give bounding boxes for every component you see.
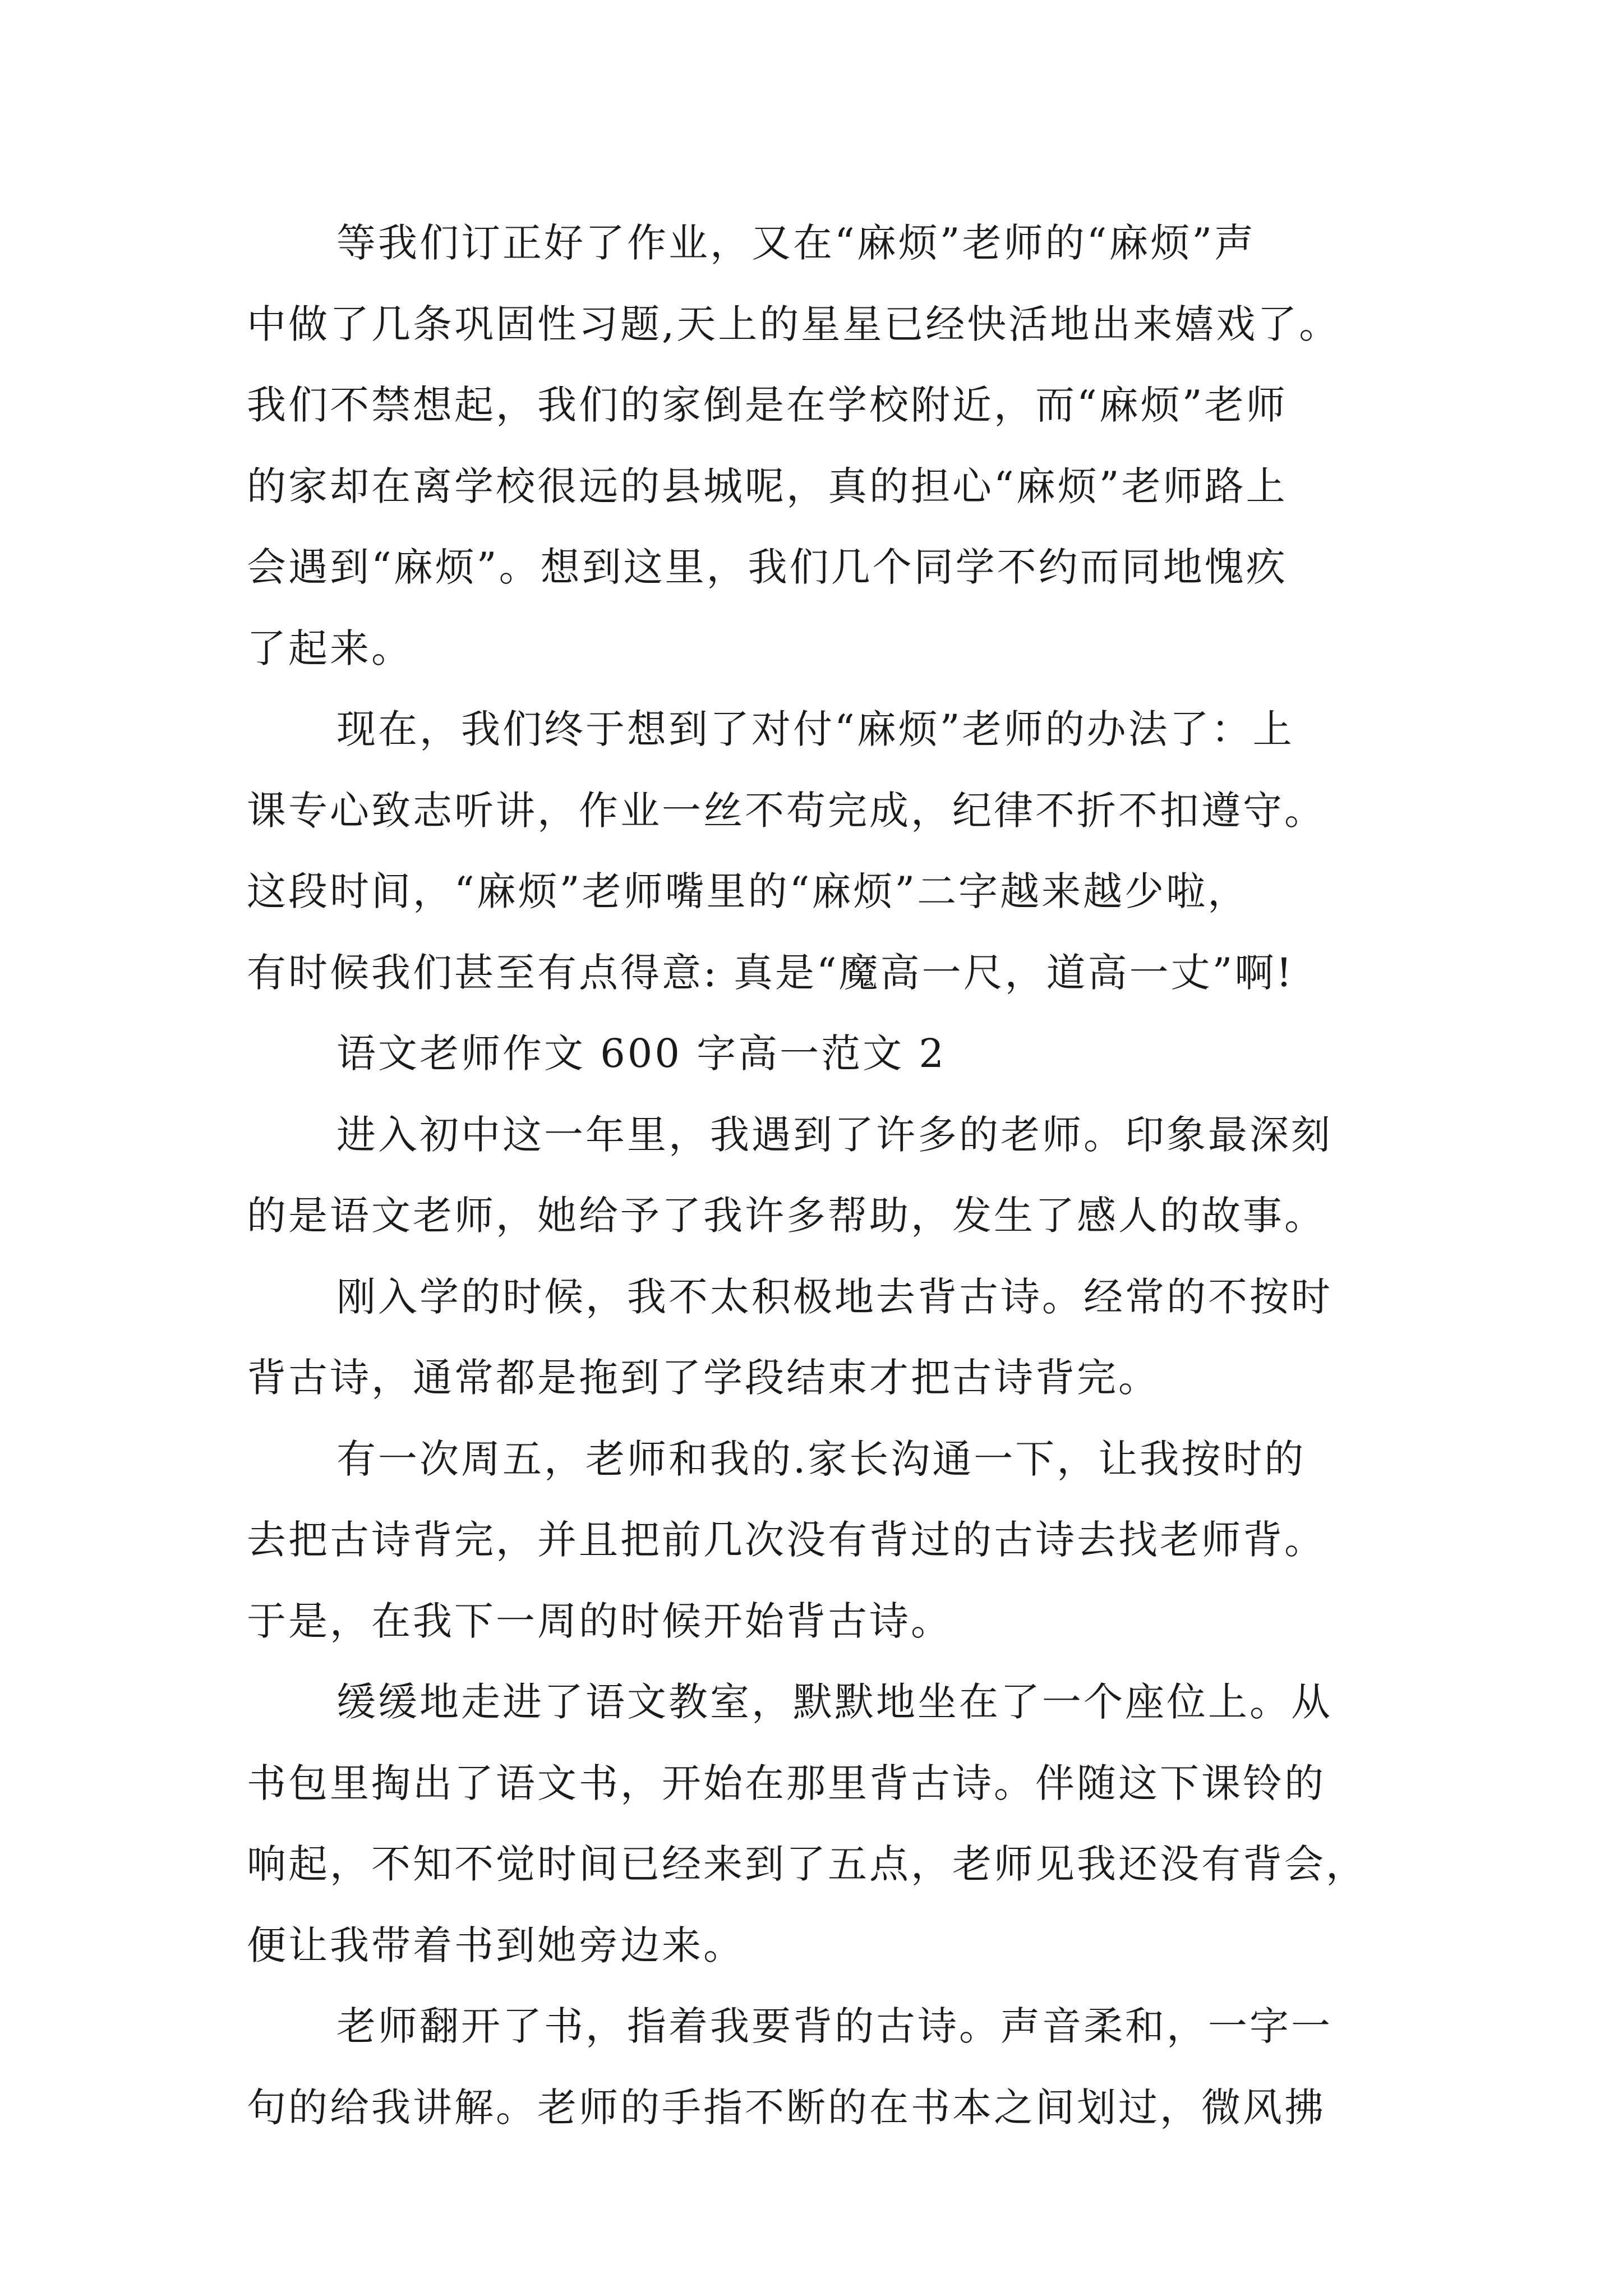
text-line: 这段时间，“麻烦”老师嘴里的“麻烦”二字越来越少啦， [247, 868, 1249, 914]
text-line: 便让我带着书到她旁边来。 [247, 1922, 745, 1968]
text-line: 去把古诗背完，并且把前几次没有背过的古诗去找老师背。 [247, 1517, 1326, 1563]
text-line: 缓缓地走进了语文教室，默默地坐在了一个座位上。从 [336, 1679, 1332, 1725]
text-line: 于是，在我下一周的时候开始背古诗。 [247, 1598, 952, 1644]
text-line: 的家却在离学校很远的县城呢，真的担心“麻烦”老师路上 [247, 463, 1288, 509]
section-heading: 语文老师作文 600 字高一范文 2 [336, 1030, 946, 1076]
text-line: 句的给我讲解。老师的手指不断的在书本之间划过，微风拂 [247, 2085, 1326, 2131]
text-line: 课专心致志听讲，作业一丝不苟完成，纪律不折不扣遵守。 [247, 788, 1326, 834]
text-line: 中做了几条巩固性习题,天上的星星已经快活地出来嬉戏了。 [247, 301, 1341, 347]
text-line: 进入初中这一年里，我遇到了许多的老师。印象最深刻 [336, 1112, 1332, 1158]
text-line: 刚入学的时候，我不太积极地去背古诗。经常的不按时 [336, 1274, 1332, 1320]
text-line: 背古诗，通常都是拖到了学段结束才把古诗背完。 [247, 1355, 1160, 1401]
text-line: 等我们订正好了作业，又在“麻烦”老师的“麻烦”声 [336, 220, 1256, 266]
text-line: 有一次周五，老师和我的.家长沟通一下，让我按时的 [336, 1436, 1306, 1482]
text-line: 响起，不知不觉时间已经来到了五点，老师见我还没有背会， [247, 1841, 1367, 1887]
text-line: 了起来。 [247, 625, 413, 671]
text-line: 书包里掏出了语文书，开始在那里背古诗。伴随这下课铃的 [247, 1760, 1326, 1806]
text-line: 我们不禁想起，我们的家倒是在学校附近，而“麻烦”老师 [247, 382, 1288, 428]
text-line: 现在，我们终于想到了对付“麻烦”老师的办法了：上 [336, 706, 1294, 752]
text-line: 老师翻开了书，指着我要背的古诗。声音柔和，一字一 [336, 2003, 1332, 2049]
text-line: 会遇到“麻烦”。想到这里，我们几个同学不约而同地愧疚 [247, 544, 1288, 590]
text-line: 的是语文老师，她给予了我许多帮助，发生了感人的故事。 [247, 1193, 1326, 1239]
text-line: 有时候我们甚至有点得意: 真是“魔高一尺，道高一丈”啊! [247, 950, 1294, 996]
